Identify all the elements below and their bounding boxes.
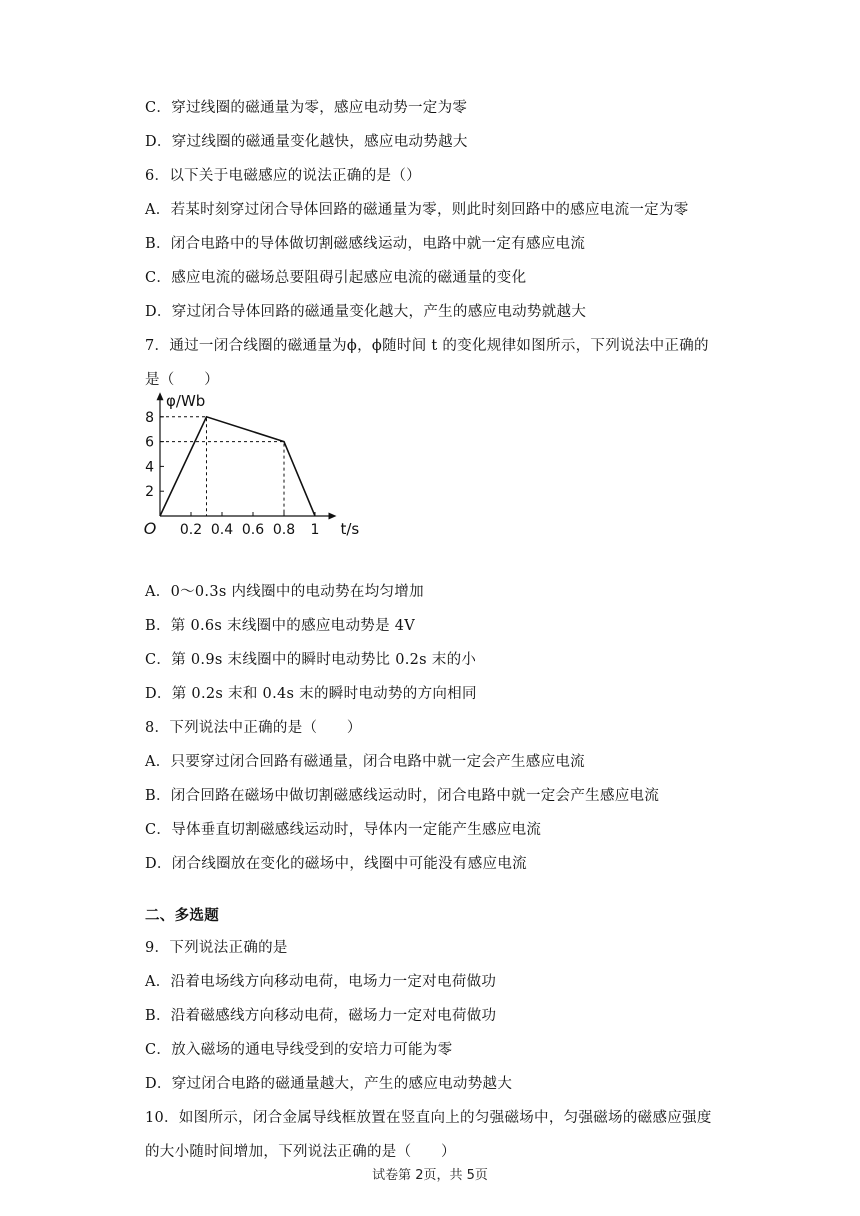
q9-option-a: A．沿着电场线方向移动电荷，电场力一定对电荷做功	[145, 974, 497, 990]
q6-option-b: B．闭合电路中的导体做切割磁感线运动，电路中就一定有感应电流	[145, 236, 586, 252]
q9-option-c: C．放入磁场的通电导线受到的安培力可能为零	[145, 1042, 453, 1058]
q9-stem: 9．下列说法正确的是	[145, 940, 288, 956]
page-footer: 试卷第 2页，共 5页	[372, 1168, 488, 1183]
q6-option-a: A．若某时刻穿过闭合导体回路的磁通量为零，则此时刻回路中的感应电流一定为零	[145, 202, 689, 218]
q7-option-b: B．第 0.6s 末线圈中的感应电动势是 4V	[145, 618, 416, 634]
x-tick-label: 0.2	[179, 522, 203, 538]
x-tick-label: 0.4	[210, 522, 234, 538]
q7-option-a: A．0～0.3s 内线圈中的电动势在均匀增加	[145, 584, 424, 600]
q9-option-b: B．沿着磁感线方向移动电荷，磁场力一定对电荷做功	[145, 1008, 497, 1024]
q6-option-c: C．感应电流的磁场总要阻碍引起感应电流的磁通量的变化	[145, 270, 527, 286]
q6-stem: 6．以下关于电磁感应的说法正确的是（）	[145, 168, 421, 184]
origin-label: O	[143, 519, 157, 538]
q6-option-d: D．穿过闭合导体回路的磁通量变化越大，产生的感应电动势就越大	[145, 304, 587, 320]
q7-stem: 7．通过一闭合线圈的磁通量为ϕ，ϕ随时间 t 的变化规律如图所示，下列说法中正确的	[145, 338, 709, 354]
y-tick-label: 6	[145, 434, 154, 451]
section-title-multiple-choice: 二、多选题	[145, 907, 219, 924]
x-tick-label: 0.6	[241, 522, 265, 538]
flux-series-line	[160, 417, 315, 516]
q7-option-d: D．第 0.2s 末和 0.4s 末的瞬时电动势的方向相同	[145, 686, 477, 702]
x-tick-label: 1	[310, 522, 320, 538]
q8-option-b: B．闭合回路在磁场中做切割磁感线运动时，闭合电路中就一定会产生感应电流	[145, 788, 660, 804]
q10-stem: 10．如图所示，闭合金属导线框放置在竖直向上的匀强磁场中，匀强磁场的磁感应强度	[145, 1110, 712, 1126]
y-tick-label: 8	[145, 409, 154, 426]
q9-option-d: D．穿过闭合电路的磁通量越大，产生的感应电动势越大	[145, 1076, 513, 1092]
x-axis-label: t/s	[340, 520, 360, 538]
q5-option-c: C．穿过线圈的磁通量为零，感应电动势一定为零	[145, 100, 468, 116]
y-tick-label: 2	[145, 484, 154, 501]
flux-time-graph	[140, 378, 380, 538]
y-axis-arrow	[157, 392, 164, 400]
q7-option-c: C．第 0.9s 末线圈中的瞬时电动势比 0.2s 末的小	[145, 652, 477, 668]
x-axis-arrow	[329, 513, 337, 520]
y-tick-label: 4	[145, 459, 154, 476]
q8-option-a: A．只要穿过闭合回路有磁通量，闭合电路中就一定会产生感应电流	[145, 754, 585, 770]
guide-dashed-line	[160, 442, 284, 516]
q8-option-d: D．闭合线圈放在变化的磁场中，线圈中可能没有感应电流	[145, 856, 527, 872]
x-tick-label: 0.8	[272, 522, 296, 538]
q10-stem-cont: 的大小随时间增加，下列说法正确的是（ ）	[145, 1144, 456, 1160]
q8-option-c: C．导体垂直切割磁感线运动时，导体内一定能产生感应电流	[145, 822, 542, 838]
q7-stem-cont: 是（ ）	[145, 372, 219, 388]
y-axis-label: φ/Wb	[166, 392, 206, 411]
q8-stem: 8．下列说法中正确的是（ ）	[145, 720, 362, 736]
q5-option-d: D．穿过线圈的磁通量变化越快，感应电动势越大	[145, 134, 468, 150]
